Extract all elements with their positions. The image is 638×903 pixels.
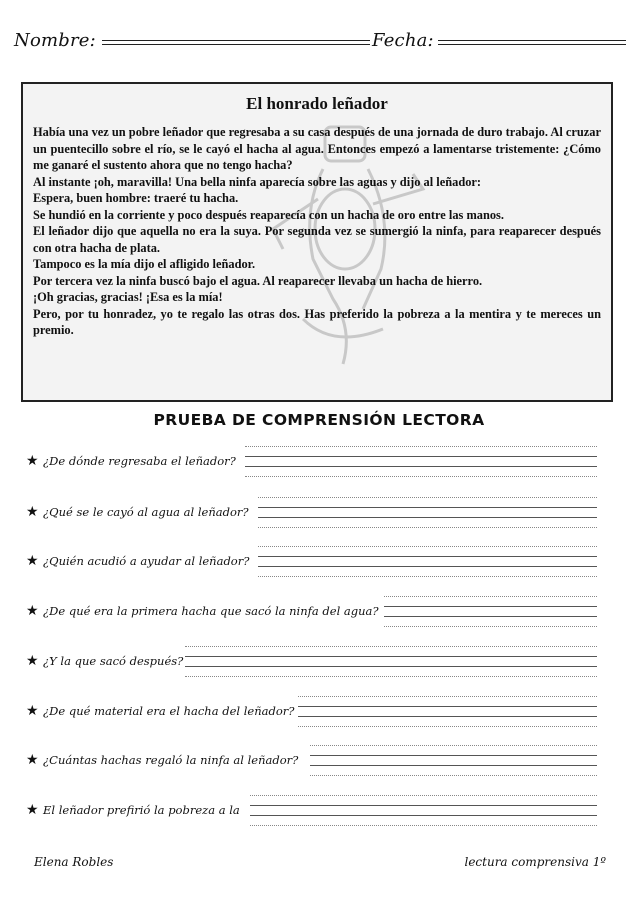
name-label: Nombre: bbox=[14, 30, 96, 51]
answer-line-8[interactable] bbox=[250, 805, 597, 806]
story-paragraph: Espera, buen hombre: traeré tu hacha. bbox=[33, 191, 239, 205]
header bbox=[14, 26, 626, 56]
answer-line-8b[interactable] bbox=[250, 815, 597, 816]
answer-line-1b[interactable] bbox=[245, 466, 597, 467]
answer-line-3[interactable] bbox=[258, 556, 597, 557]
answer-line-2[interactable] bbox=[258, 507, 597, 508]
story-paragraph: Se hundió en la corriente y poco después reaparecía con un hacha de oro entre las manos. bbox=[33, 207, 504, 222]
answer-guide bbox=[245, 446, 597, 447]
answer-guide bbox=[258, 546, 597, 547]
quiz-title: PRUEBA DE COMPRENSIÓN LECTORA bbox=[153, 411, 485, 429]
answer-guide bbox=[185, 676, 597, 677]
story-box bbox=[21, 82, 613, 402]
answer-guide bbox=[310, 745, 597, 746]
answer-line-4b[interactable] bbox=[384, 616, 597, 617]
story-text bbox=[33, 124, 601, 339]
answer-line-3b[interactable] bbox=[258, 566, 597, 567]
question-text: ¿Quién acudió a ayudar al leñador? bbox=[43, 554, 250, 568]
answer-line-5b[interactable] bbox=[185, 666, 597, 667]
footer-author: Elena Robles bbox=[34, 855, 114, 869]
answer-guide bbox=[245, 476, 597, 477]
star-icon: ★ bbox=[26, 802, 39, 818]
answer-guide bbox=[258, 576, 597, 577]
star-icon: ★ bbox=[26, 752, 39, 768]
answer-line-7b[interactable] bbox=[310, 765, 597, 766]
date-label: Fecha: bbox=[372, 30, 434, 51]
star-icon: ★ bbox=[26, 703, 39, 719]
question-text: ¿De dónde regresaba el leñador? bbox=[43, 454, 236, 468]
answer-guide bbox=[258, 497, 597, 498]
story-paragraph: Por tercera vez la ninfa buscó bajo el agua. Al reaparecer llevaba un hacha de hierro. bbox=[33, 273, 483, 288]
answer-line-7[interactable] bbox=[310, 755, 597, 756]
answer-line-2b[interactable] bbox=[258, 517, 597, 518]
answer-guide bbox=[250, 795, 597, 796]
answer-guide bbox=[310, 775, 597, 776]
date-field[interactable] bbox=[438, 40, 626, 45]
star-icon: ★ bbox=[26, 504, 39, 520]
answer-guide bbox=[185, 646, 597, 647]
answer-guide bbox=[250, 825, 597, 826]
question-text: ¿Y la que sacó después? bbox=[43, 654, 184, 668]
star-icon: ★ bbox=[26, 453, 39, 469]
answer-guide bbox=[298, 696, 597, 697]
answer-line-4[interactable] bbox=[384, 606, 597, 607]
answer-line-6[interactable] bbox=[298, 706, 597, 707]
question-text: ¿Qué se le cayó al agua al leñador? bbox=[43, 505, 249, 519]
story-paragraph: Tampoco es la mía dijo el afligido leñador. bbox=[33, 257, 256, 271]
answer-line-1[interactable] bbox=[245, 456, 597, 457]
star-icon: ★ bbox=[26, 603, 39, 619]
story-paragraph: ¡Oh gracias, gracias! ¡Esa es la mía! bbox=[33, 290, 223, 304]
answer-guide bbox=[384, 626, 597, 627]
star-icon: ★ bbox=[26, 553, 39, 569]
story-paragraph: Al instante ¡oh, maravilla! Una bella ninfa aparecía sobre las aguas y dijo al leñador: bbox=[33, 174, 482, 189]
question-text: El leñador prefirió la pobreza a la bbox=[43, 803, 240, 817]
footer-subject: lectura comprensiva 1º bbox=[464, 855, 606, 869]
story-paragraph: El leñador dijo que aquella no era la suya. Por segunda vez se sumergió la ninfa, para reaparecer después con otra hacha de plata. bbox=[33, 224, 601, 255]
name-field[interactable] bbox=[102, 40, 370, 45]
story-paragraph: Había una vez un pobre leñador que regresaba a su casa después de una jornada de duro trabajo. Al cruzar un puentecillo sobre el río, se le cayó el hacha al agua. Entonces empezó a lamentarse tristemente: ¿Cómo me ganaré el sustento ahora que no tengo hacha? bbox=[33, 125, 601, 172]
answer-line-6b[interactable] bbox=[298, 716, 597, 717]
answer-guide bbox=[258, 527, 597, 528]
question-text: ¿De qué era la primera hacha que sacó la ninfa del agua? bbox=[43, 604, 379, 618]
answer-guide bbox=[298, 726, 597, 727]
story-paragraph: Pero, por tu honradez, yo te regalo las otras dos. Has preferido la pobreza a la mentira y te mereces un premio. bbox=[33, 306, 601, 337]
answer-line-5[interactable] bbox=[185, 656, 597, 657]
star-icon: ★ bbox=[26, 653, 39, 669]
answer-guide bbox=[384, 596, 597, 597]
question-text: ¿De qué material era el hacha del leñador? bbox=[43, 704, 295, 718]
story-title: El honrado leñador bbox=[246, 94, 388, 113]
question-text: ¿Cuántas hachas regaló la ninfa al leñador? bbox=[43, 753, 299, 767]
